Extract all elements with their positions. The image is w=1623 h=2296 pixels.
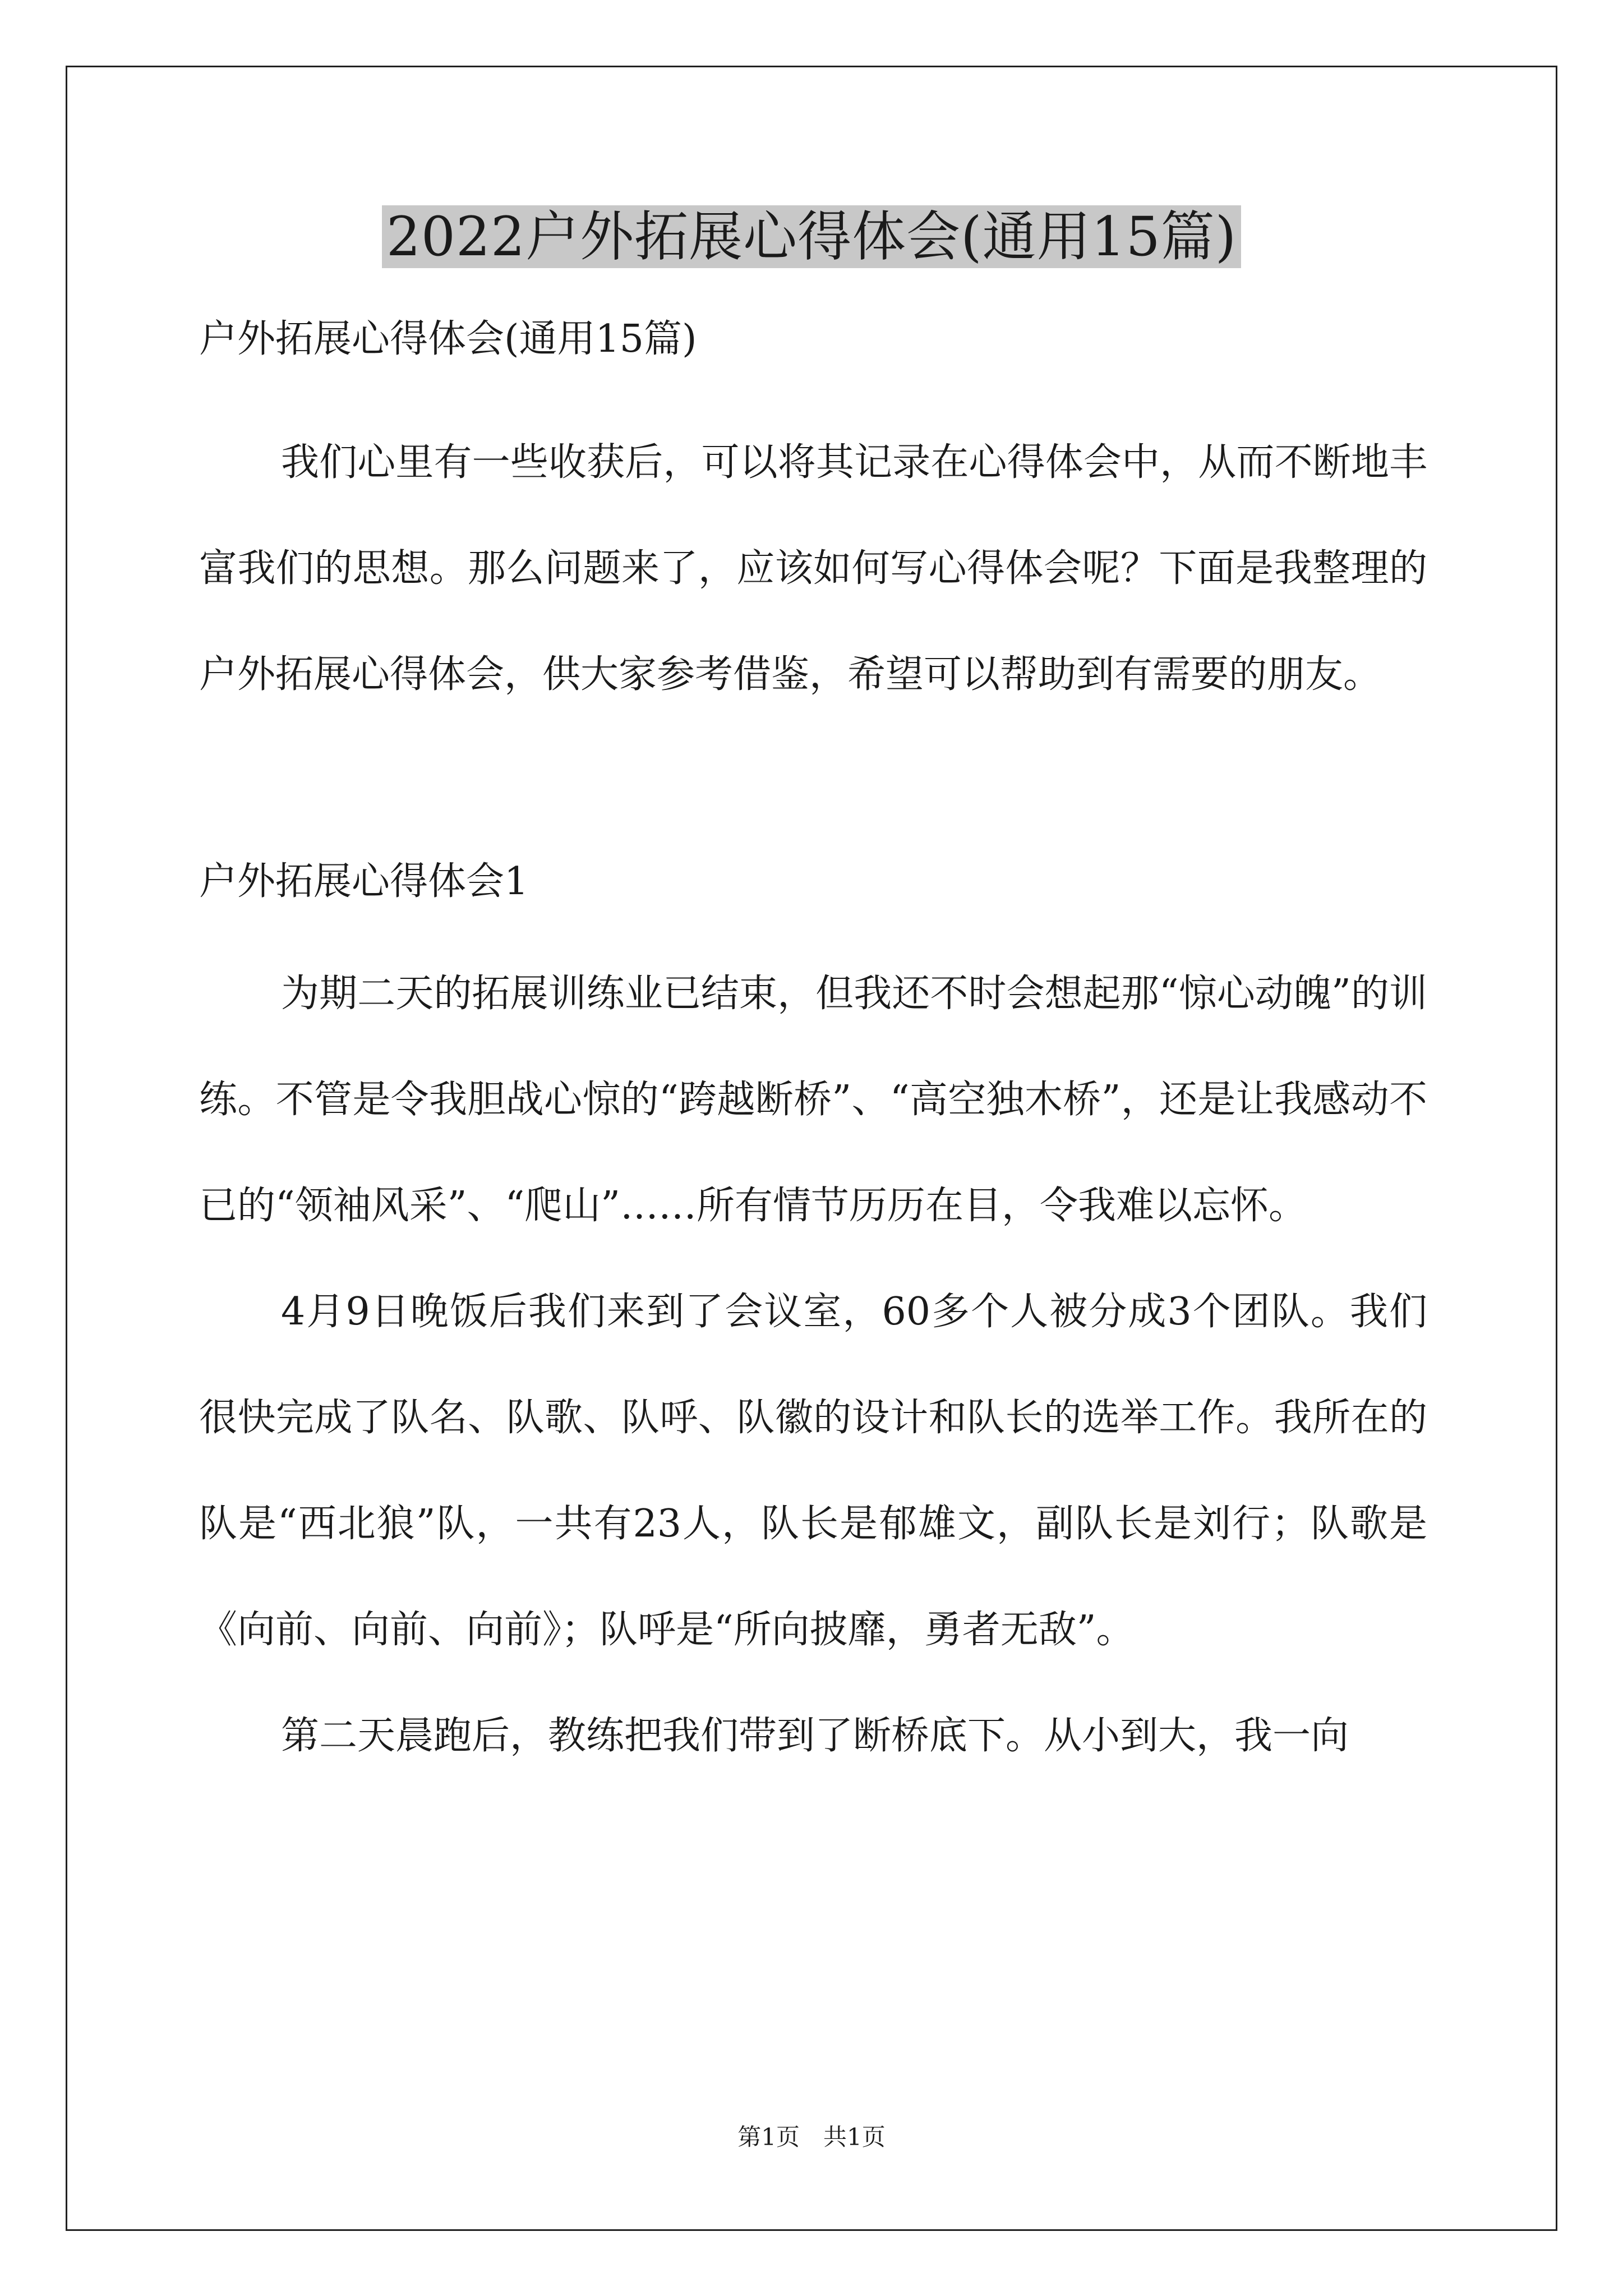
section-heading: 户外拓展心得体会1 bbox=[199, 859, 529, 904]
page-total: 共1页 bbox=[823, 2123, 886, 2151]
body-paragraph: 为期二天的拓展训练业已结束，但我还不时会想起那“惊心动魄”的训练。不管是令我胆战心惊的“跨越断桥”、“高空独木桥”，还是让我感动不已的“领袖风采”、“爬山”……所有情节历历在目，令我难以忘怀。 bbox=[199, 972, 1427, 1228]
body-paragraph: 4月9日晚饭后我们来到了会议室，60多个人被分成3个团队。我们很快完成了队名、队歌、队呼、队徽的设计和队长的选举工作。我所在的队是“西北狼”队，一共有23人，队长是郁雄文，副队长是刘行；队歌是《向前、向前、向前》；队呼是“所向披靡，勇者无敌”。 bbox=[199, 1290, 1427, 1652]
page-footer bbox=[0, 2120, 1623, 2154]
document-title-text: 2022户外拓展心得体会(通用15篇) bbox=[382, 205, 1241, 268]
document-subtitle: 户外拓展心得体会(通用15篇) bbox=[199, 317, 697, 361]
body-paragraph: 第二天晨跑后，教练把我们带到了断桥底下。从小到大，我一向 bbox=[281, 1714, 1349, 1758]
document-body bbox=[199, 303, 1427, 1789]
intro-paragraph: 我们心里有一些收获后，可以将其记录在心得体会中，从而不断地丰富我们的思想。那么问题来了，应该如何写心得体会呢？下面是我整理的户外拓展心得体会，供大家参考借鉴，希望可以帮助到有需要的朋友。 bbox=[199, 440, 1427, 697]
page-number: 第1页 bbox=[737, 2123, 800, 2151]
document-title bbox=[0, 197, 1623, 276]
